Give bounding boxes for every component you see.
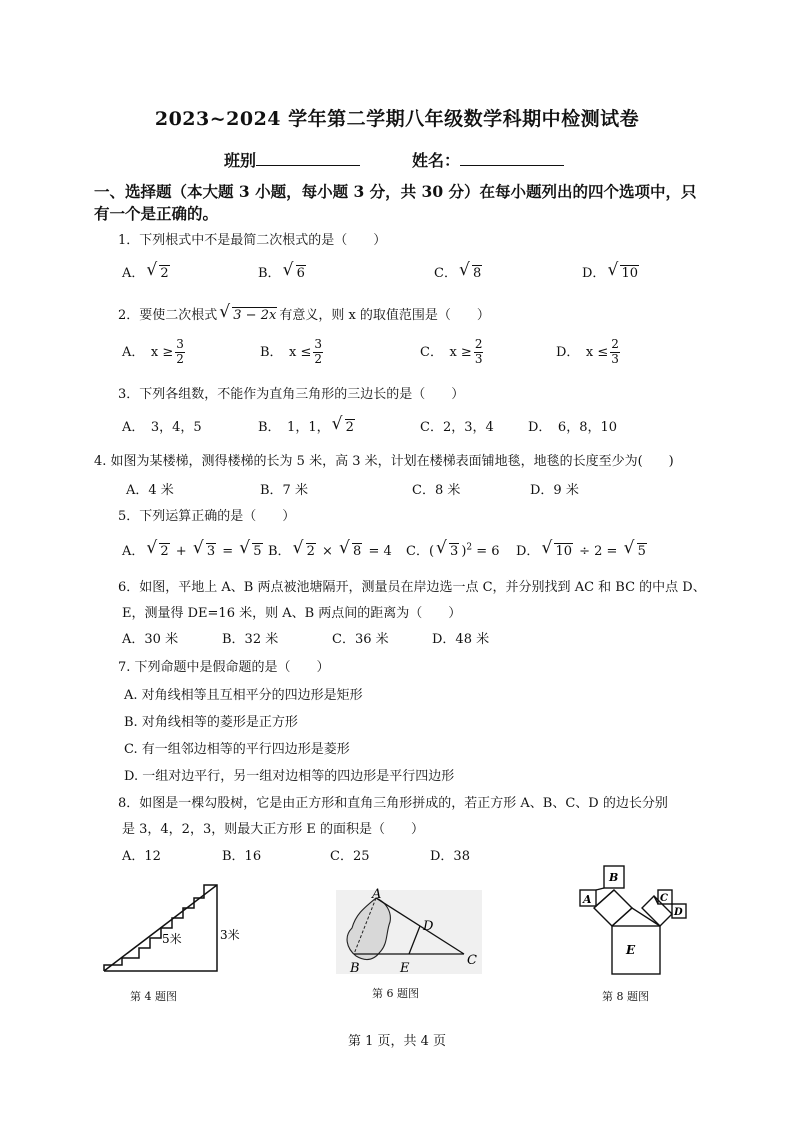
class-blank[interactable] xyxy=(256,151,360,166)
q7-option-a[interactable]: A. 对角线相等且互相平分的四边形是矩形 xyxy=(124,688,363,703)
q1-option-c[interactable]: C． √ 8 xyxy=(434,260,482,281)
fig4-caption: 第 4 题图 xyxy=(130,990,177,1003)
fig8-label-e: E xyxy=(626,943,636,957)
q5-stem: 5．下列运算正确的是（ ） xyxy=(118,509,296,524)
name-blank[interactable] xyxy=(460,151,564,166)
fig6-label-c: C xyxy=(467,953,477,968)
class-label: 班别 xyxy=(224,151,257,170)
fig6-label-b: B xyxy=(350,961,360,976)
q1-stem: 1．下列根式中不是最简二次根式的是（ ） xyxy=(118,233,387,248)
section1-heading-line2: 有一个是正确的。 xyxy=(94,204,219,223)
q6-option-b[interactable]: B．32 米 xyxy=(222,632,279,647)
q7-stem: 7. 下列命题中是假命题的是（ ） xyxy=(118,660,330,675)
q1-option-b[interactable]: B． √ 6 xyxy=(258,260,305,281)
q2-option-b[interactable]: B． x ≤ $\frac{3}{2}$ xyxy=(260,337,323,366)
q5-option-a[interactable]: A． √ 2 + √ 3 = √ 5 xyxy=(122,538,262,559)
q4-option-c[interactable]: C．8 米 xyxy=(412,483,461,498)
fig6-caption: 第 6 题图 xyxy=(372,987,419,1000)
q7-option-d[interactable]: D. 一组对边平行，另一组对边相等的四边形是平行四边形 xyxy=(124,769,455,784)
name-label: 姓名： xyxy=(412,151,461,170)
fig6-label-a: A xyxy=(372,887,382,902)
fig8-label-d: D xyxy=(674,907,683,918)
q8-option-d[interactable]: D．38 xyxy=(430,849,470,864)
figure-4-staircase xyxy=(96,880,256,980)
q8-stem-line1: 8．如图是一棵勾股树，它是由正方形和直角三角形拼成的，若正方形 A、B、C、D 的边长分别 xyxy=(118,796,668,811)
class-field xyxy=(224,148,360,171)
figure-8-pythagoras-tree xyxy=(576,860,696,982)
page-title: 2023~2024 学年第二学期八年级数学科期中检测试卷 xyxy=(154,108,640,130)
q4-option-a[interactable]: A．4 米 xyxy=(126,483,174,498)
q3-stem: 3．下列各组数，不能作为直角三角形的三边长的是（ ） xyxy=(118,387,465,402)
q3-option-d[interactable]: D． 6，8，10 xyxy=(528,420,618,435)
q2-option-d[interactable]: D． x ≤ $\frac{2}{3}$ xyxy=(556,337,619,366)
q2-option-c[interactable]: C． x ≥ $\frac{2}{3}$ xyxy=(420,337,483,366)
q3-option-c[interactable]: C．2，3，4 xyxy=(420,420,494,435)
q4-stem: 4. 如图为某楼梯，测得楼梯的长为 5 米，高 3 米，计划在楼梯表面铺地毯，地毯的长度至少为( ) xyxy=(94,454,674,469)
q2-stem: 2．要使二次根式 √ 3 − 2x 有意义，则 x 的取值范围是（ ） xyxy=(118,302,490,323)
q1-option-a[interactable]: A． √ 2 xyxy=(122,260,169,281)
q2-option-a[interactable]: A． x ≥ $\frac{3}{2}$ xyxy=(122,337,184,366)
section1-heading-line1: 一、选择题（本大题 3 小题，每小题 3 分，共 30 分）在每小题列出的四个选项中，只 xyxy=(94,182,697,201)
fig6-label-d: D xyxy=(423,919,434,934)
q3-option-b[interactable]: B． 1，1， √ 2 xyxy=(258,414,354,435)
q5-option-b[interactable]: B． √ 2 × √ 8 = 4 xyxy=(268,538,392,559)
q7-option-b[interactable]: B. 对角线相等的菱形是正方形 xyxy=(124,715,298,730)
q1-option-d[interactable]: D． √ 10 xyxy=(582,260,638,281)
page-footer: 第 1 页，共 4 页 xyxy=(347,1034,447,1049)
fig8-label-b: B xyxy=(609,871,619,884)
fig8-caption: 第 8 题图 xyxy=(602,990,649,1003)
q3-option-a[interactable]: A． 3，4，5 xyxy=(122,420,202,435)
q4-option-d[interactable]: D．9 米 xyxy=(530,483,579,498)
q6-stem-line1: 6．如图，平地上 A、B 两点被池塘隔开，测量员在岸边选一点 C，并分别找到 AC 和 BC 的中点 D、 xyxy=(118,580,706,595)
fig6-label-e: E xyxy=(400,961,410,976)
fig8-label-c: C xyxy=(660,893,668,904)
q6-option-c[interactable]: C．36 米 xyxy=(332,632,389,647)
q5-option-d[interactable]: D． √ 10 ÷ 2 = √ 5 xyxy=(516,538,646,559)
q8-option-c[interactable]: C．25 xyxy=(330,849,370,864)
fig8-label-a: A xyxy=(583,893,592,906)
q4-option-b[interactable]: B．7 米 xyxy=(260,483,308,498)
fig4-length-label: 5米 xyxy=(162,932,182,946)
q6-option-d[interactable]: D．48 米 xyxy=(432,632,490,647)
q5-option-c[interactable]: C．( √ 3 )$^2$ = 6 xyxy=(406,538,500,559)
q8-stem-line2: 是 3，4，2，3，则最大正方形 E 的面积是（ ） xyxy=(122,822,424,837)
figure-6-pond xyxy=(336,886,486,978)
q8-option-a[interactable]: A．12 xyxy=(122,849,161,864)
name-field xyxy=(412,148,564,171)
q6-stem-line2: E，测量得 DE=16 米，则 A、B 两点间的距离为（ ） xyxy=(122,606,462,621)
q7-option-c[interactable]: C. 有一组邻边相等的平行四边形是菱形 xyxy=(124,742,350,757)
fig4-height-label: 3米 xyxy=(220,928,240,942)
q8-option-b[interactable]: B．16 xyxy=(222,849,262,864)
q6-option-a[interactable]: A．30 米 xyxy=(122,632,179,647)
